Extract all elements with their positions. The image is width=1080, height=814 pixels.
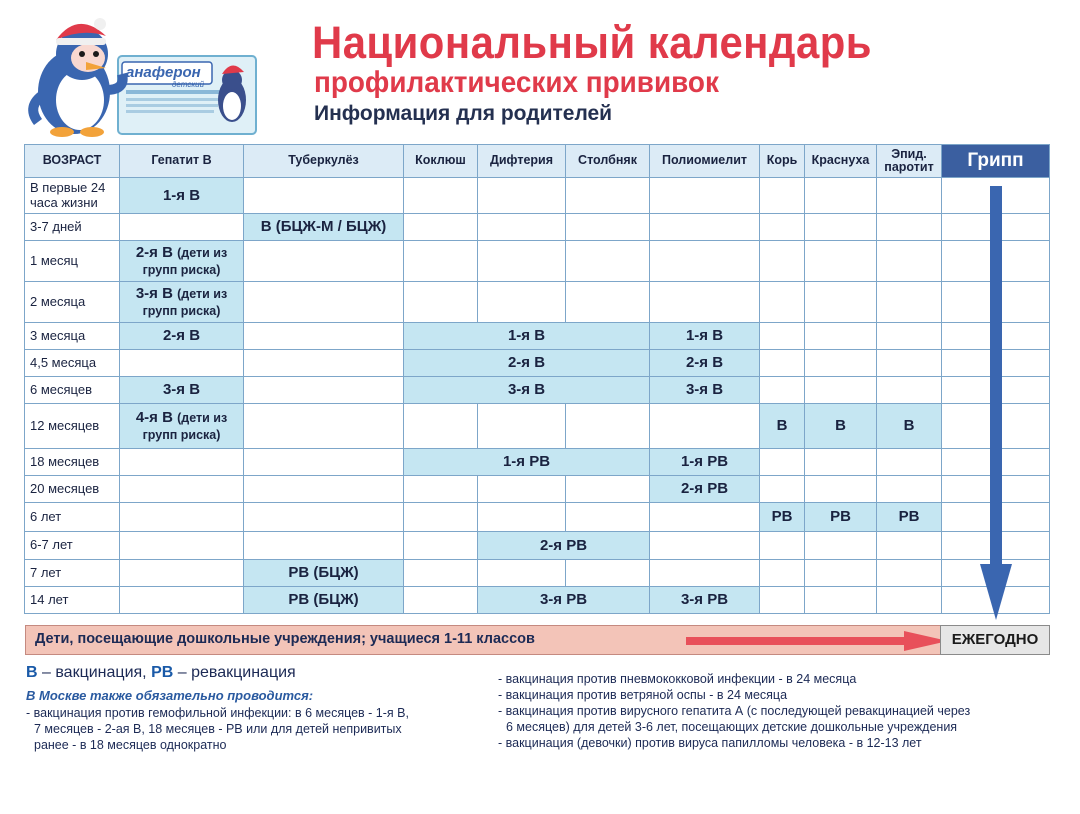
header-tetanus: Столбняк — [566, 145, 650, 178]
measles-cell: В — [760, 404, 805, 449]
note-line: - вакцинация против гемофильной инфекции: в 6 месяцев - 1-я В, — [26, 706, 409, 720]
header-diphtheria: Дифтерия — [478, 145, 566, 178]
polio-cell: 2-я В — [650, 350, 760, 377]
yearly-label: ЕЖЕГОДНО — [940, 625, 1050, 655]
header-polio: Полиомиелит — [650, 145, 760, 178]
note-line: - вакцинация против вирусного гепатита А (с последующей ревакцинацией через — [498, 704, 971, 718]
polio-cell: 1-я РВ — [650, 449, 760, 476]
header-pertussis: Коклюш — [404, 145, 478, 178]
header-flu: Грипп — [942, 145, 1050, 178]
logo-brand-sub: детский — [172, 80, 205, 89]
table-row — [25, 449, 1050, 476]
polio-cell: 2-я РВ — [650, 476, 760, 503]
table-row — [25, 323, 1050, 350]
page-info: Информация для родителей — [314, 102, 613, 125]
age-cell: 4,5 месяца — [25, 350, 120, 377]
notes-right — [498, 671, 1058, 751]
note-line: ранее - в 18 месяцев однократно — [34, 738, 227, 752]
note-line: - вакцинация против пневмококковой инфекции - в 24 месяца — [498, 672, 857, 686]
age-cell: 3-7 дней — [25, 214, 120, 241]
hepatitis-cell: 3-я В — [120, 377, 244, 404]
table-row — [25, 241, 1050, 282]
flu-arrow-down-icon — [980, 186, 1012, 620]
notes-left — [26, 705, 486, 753]
hepatitis-note: (дети из групп риска) — [142, 410, 228, 442]
table-row — [25, 282, 1050, 323]
tuberculosis-cell: В (БЦЖ-М / БЦЖ) — [244, 214, 404, 241]
note-line: - вакцинация (девочки) против вируса папилломы человека - в 12-13 лет — [498, 736, 922, 750]
hepatitis-dose: 4-я В — [135, 408, 173, 426]
table-row — [25, 560, 1050, 587]
table-row — [25, 476, 1050, 503]
polio-cell: 3-я РВ — [650, 587, 760, 614]
legend-v-text: – вакцинация, — [37, 664, 152, 681]
legend-v: В — [26, 664, 38, 681]
anaferon-logo — [22, 14, 262, 140]
header-age: ВОЗРАСТ — [25, 145, 120, 178]
hepatitis-cell — [120, 282, 244, 323]
preschool-band — [25, 625, 942, 655]
header-measles: Корь — [760, 145, 805, 178]
hepatitis-note: (дети из групп риска) — [142, 245, 228, 277]
note-line: - вакцинация против ветряной оспы - в 24 месяца — [498, 688, 788, 702]
dt-cell: 3-я РВ — [478, 587, 650, 614]
rubella-cell: В — [805, 404, 877, 449]
age-cell: 6-7 лет — [25, 532, 120, 560]
table-row — [25, 532, 1050, 560]
note-line: 6 месяцев) для детей 3-6 лет, посещающих детские дошкольные учреждения — [506, 720, 958, 734]
moscow-also-title: В Москве также обязательно проводится: — [26, 688, 314, 703]
table-row — [25, 350, 1050, 377]
rubella-cell: РВ — [805, 503, 877, 532]
table-row — [25, 404, 1050, 449]
age-cell: 20 месяцев — [25, 476, 120, 503]
header-tuberculosis: Туберкулёз — [244, 145, 404, 178]
header-hepatitis-b: Гепатит В — [120, 145, 244, 178]
age-cell: 3 месяца — [25, 323, 120, 350]
age-cell: 7 лет — [25, 560, 120, 587]
age-cell: В первые 24 часа жизни — [25, 178, 120, 214]
arrow-right-icon — [686, 631, 948, 651]
tuberculosis-cell: РВ (БЦЖ) — [244, 587, 404, 614]
age-cell: 1 месяц — [25, 241, 120, 282]
table-row — [25, 178, 1050, 214]
hepatitis-cell — [120, 404, 244, 449]
hepatitis-cell — [120, 241, 244, 282]
legend-rv: РВ — [151, 664, 174, 681]
mumps-cell: РВ — [877, 503, 942, 532]
table-row — [25, 377, 1050, 404]
hepatitis-cell: 1-я В — [120, 178, 244, 214]
table-row — [25, 503, 1050, 532]
dtp-cell: 3-я В — [404, 377, 650, 404]
age-cell: 18 месяцев — [25, 449, 120, 476]
hepatitis-dose: 3-я В — [135, 284, 173, 302]
hepatitis-note: (дети из групп риска) — [142, 286, 228, 318]
vaccination-schedule-table — [24, 144, 1050, 614]
legend — [26, 664, 296, 682]
table-row — [25, 214, 1050, 241]
preschool-band-text: Дети, посещающие дошкольные учреждения; учащиеся 1-11 классов — [35, 631, 535, 647]
polio-cell: 1-я В — [650, 323, 760, 350]
measles-cell: РВ — [760, 503, 805, 532]
legend-rv-text: – ревакцинация — [173, 664, 296, 681]
age-cell: 2 месяца — [25, 282, 120, 323]
note-line: 7 месяцев - 2-ая В, 18 месяцев - РВ или для детей непривитых — [34, 722, 402, 736]
tuberculosis-cell: РВ (БЦЖ) — [244, 560, 404, 587]
page-title: Национальный календарь — [312, 17, 872, 68]
dtp-cell: 1-я РВ — [404, 449, 650, 476]
hepatitis-cell: 2-я В — [120, 323, 244, 350]
mumps-cell: В — [877, 404, 942, 449]
logo-brand: анаферон — [126, 64, 201, 81]
age-cell: 6 месяцев — [25, 377, 120, 404]
age-cell: 6 лет — [25, 503, 120, 532]
dtp-cell: 2-я В — [404, 350, 650, 377]
polio-cell: 3-я В — [650, 377, 760, 404]
dt-cell: 2-я РВ — [478, 532, 650, 560]
header-rubella: Краснуха — [805, 145, 877, 178]
header-mumps: Эпид. паротит — [877, 145, 942, 178]
age-cell: 12 месяцев — [25, 404, 120, 449]
dtp-cell: 1-я В — [404, 323, 650, 350]
table-row — [25, 587, 1050, 614]
hepatitis-dose: 2-я В — [135, 243, 173, 261]
age-cell: 14 лет — [25, 587, 120, 614]
page-subtitle: профилактических прививок — [314, 66, 719, 99]
